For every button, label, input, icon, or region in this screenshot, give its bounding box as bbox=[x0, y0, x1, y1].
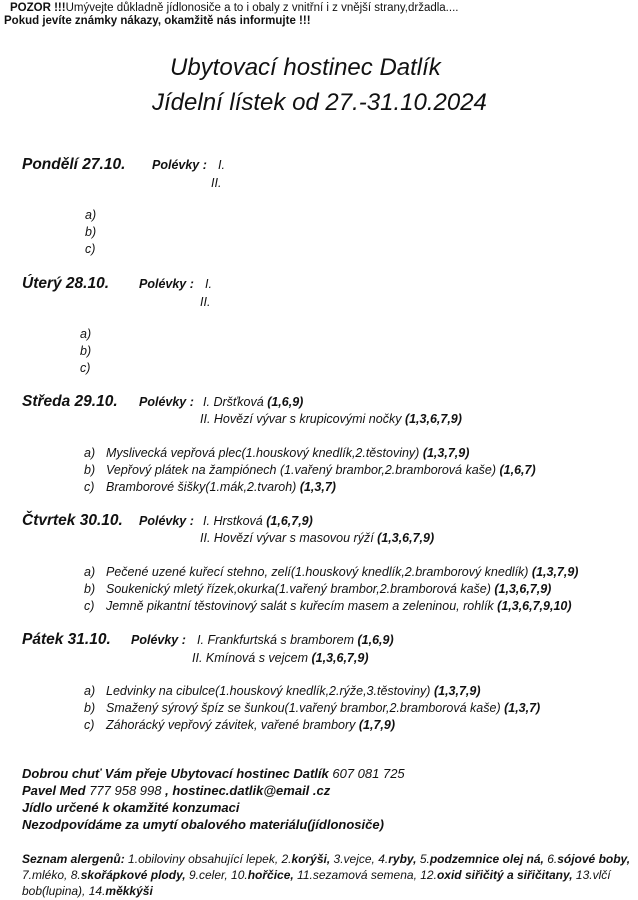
soup-1: I. Dršťková (1,6,9) bbox=[203, 395, 304, 409]
allergen-item bbox=[128, 852, 281, 866]
allergen-name: podzemnice olej ná, bbox=[429, 852, 548, 866]
day-heading-wednesday: Středa 29.10. bbox=[22, 393, 118, 410]
allergen-number: 3. bbox=[333, 852, 344, 866]
meal-c: c) Záhorácký vepřový závitek, vařené brambory (1,7,9) bbox=[84, 718, 396, 732]
soup-label: Polévky : bbox=[131, 633, 186, 647]
allergen-name: vejce, bbox=[343, 852, 379, 866]
menu-title: Jídelní lístek od 27.-31.10.2024 bbox=[152, 89, 487, 116]
allergen-list bbox=[22, 851, 634, 899]
allergen-name: oxid siřičitý a siřičitany, bbox=[436, 868, 576, 882]
soup-1: I. Hrstková (1,6,7,9) bbox=[203, 514, 313, 528]
allergen-name: obiloviny obsahující lepek, bbox=[138, 852, 282, 866]
allergen-number: 5. bbox=[419, 852, 430, 866]
day-heading-thursday: Čtvrtek 30.10. bbox=[22, 512, 123, 529]
allergen-item bbox=[189, 868, 231, 882]
meal-a: a) Pečené uzené kuřecí stehno, zelí(1.houskový knedlík,2.bramborový knedlík) (1,3,7,9) bbox=[84, 565, 579, 579]
allergen-number: 2. bbox=[281, 852, 292, 866]
allergen-name: mléko, bbox=[32, 868, 71, 882]
allergen-item bbox=[231, 868, 297, 882]
allergen-number: 13. bbox=[575, 868, 593, 882]
meal-b: b) bbox=[80, 344, 92, 358]
allergen-item bbox=[297, 868, 420, 882]
allergen-item bbox=[281, 852, 333, 866]
allergen-item bbox=[547, 852, 630, 866]
soup-label: Polévky : bbox=[139, 514, 194, 528]
allergen-name: celer, bbox=[199, 868, 232, 882]
meal-b: b) Vepřový plátek na žampiónech (1.vařený brambor,2.bramborová kaše) (1,6,7) bbox=[84, 463, 536, 477]
soup-1: I. bbox=[218, 158, 225, 172]
allergen-name: korýši, bbox=[291, 852, 334, 866]
allergen-name: sezamová semena, bbox=[312, 868, 421, 882]
allergen-item bbox=[420, 852, 547, 866]
soup-2: II. Kmínová s vejcem (1,3,6,7,9) bbox=[192, 651, 369, 665]
allergen-number: 7. bbox=[22, 868, 33, 882]
day-heading-tuesday: Úterý 28.10. bbox=[22, 275, 110, 292]
meal-a: a) Ledvinky na cibulce(1.houskový knedlík,2.rýže,3.těstoviny) (1,3,7,9) bbox=[84, 684, 481, 698]
soup-label: Polévky : bbox=[139, 395, 194, 409]
allergen-number: 8. bbox=[70, 868, 81, 882]
allergen-number: 12. bbox=[420, 868, 437, 882]
allergen-label: Seznam alergenů: bbox=[22, 852, 125, 866]
allergen-item bbox=[334, 852, 379, 866]
soup-label: Polévky : bbox=[139, 277, 194, 291]
allergen-name: sójové boby, bbox=[557, 852, 631, 866]
allergen-name: hořčice, bbox=[247, 868, 298, 882]
meal-b: b) Soukenický mletý řízek,okurka(1.vařený brambor,2.bramborová kaše) (1,3,6,7,9) bbox=[84, 582, 552, 596]
meal-c: c) bbox=[80, 361, 91, 375]
meal-b: b) bbox=[85, 225, 97, 239]
allergen-name: měkkýši bbox=[105, 884, 153, 898]
soup-2: II. Hovězí vývar s masovou rýží (1,3,6,7,9) bbox=[200, 531, 435, 545]
allergen-number: 11. bbox=[297, 868, 313, 882]
meal-a: a) bbox=[85, 208, 97, 222]
allergen-number: 14. bbox=[88, 884, 106, 898]
day-heading-friday: Pátek 31.10. bbox=[22, 631, 111, 648]
allergen-name: skořápkové plody, bbox=[80, 868, 189, 882]
allergen-item bbox=[378, 852, 420, 866]
soup-2: II. bbox=[200, 295, 211, 309]
footer-greeting: Dobrou chuť Vám přeje Ubytovací hostinec Datlík 607 081 725 bbox=[22, 766, 405, 781]
allergen-name: ryby, bbox=[388, 852, 420, 866]
allergen-item bbox=[89, 884, 153, 898]
allergen-number: 4. bbox=[378, 852, 389, 866]
warning-line-2: Pokud jevíte známky nákazy, okamžitě nás informujte !!! bbox=[4, 15, 311, 27]
warning-text: Umývejte důkladně jídlonosiče a to i obaly z vnitřní i z vnější strany,držadla.... bbox=[65, 2, 459, 14]
meal-c: c) Jemně pikantní těstovinový salát s kuřecím masem a zeleninou, rohlík (1,3,6,7,9,10) bbox=[84, 599, 572, 613]
restaurant-name: Ubytovací hostinec Datlík bbox=[170, 54, 441, 81]
allergen-name: vlčí bob(lupina), bbox=[22, 868, 611, 898]
soup-1: I. bbox=[205, 277, 212, 291]
meal-a: a) Myslivecká vepřová plec(1.houskový knedlík,2.těstoviny) (1,3,7,9) bbox=[84, 446, 470, 460]
footer-consumption-note: Jídlo určené k okamžité konzumaci bbox=[22, 800, 240, 815]
soup-1: I. Frankfurtská s bramborem (1,6,9) bbox=[197, 633, 394, 647]
allergen-number: 9. bbox=[188, 868, 199, 882]
allergen-number: 1. bbox=[128, 852, 139, 866]
soup-2: II. Hovězí vývar s krupicovými nočky (1,3,6,7,9) bbox=[200, 412, 462, 426]
day-heading-monday: Pondělí 27.10. bbox=[22, 156, 126, 173]
meal-b: b) Smažený sýrový špíz se šunkou(1.vařený brambor,2.bramborová kaše) (1,3,7) bbox=[84, 701, 541, 715]
meal-c: c) bbox=[85, 242, 96, 256]
footer-contact: Pavel Med 777 958 998 , hostinec.datlik@email .cz bbox=[22, 783, 331, 798]
warning-label: POZOR !!! bbox=[10, 2, 66, 14]
footer-disclaimer: Nezodpovídáme za umytí obalového materiálu(jídlonosiče) bbox=[22, 817, 384, 832]
meal-c: c) Bramborové šišky(1.mák,2.tvaroh) (1,3,7) bbox=[84, 480, 336, 494]
soup-label: Polévky : bbox=[152, 158, 207, 172]
allergen-item bbox=[420, 868, 576, 882]
warning-line-1 bbox=[10, 2, 458, 15]
allergen-number: 6. bbox=[547, 852, 558, 866]
allergen-item bbox=[22, 868, 71, 882]
allergen-number: 10. bbox=[231, 868, 248, 882]
meal-a: a) bbox=[80, 327, 92, 341]
soup-2: II. bbox=[211, 176, 222, 190]
allergen-item bbox=[71, 868, 189, 882]
